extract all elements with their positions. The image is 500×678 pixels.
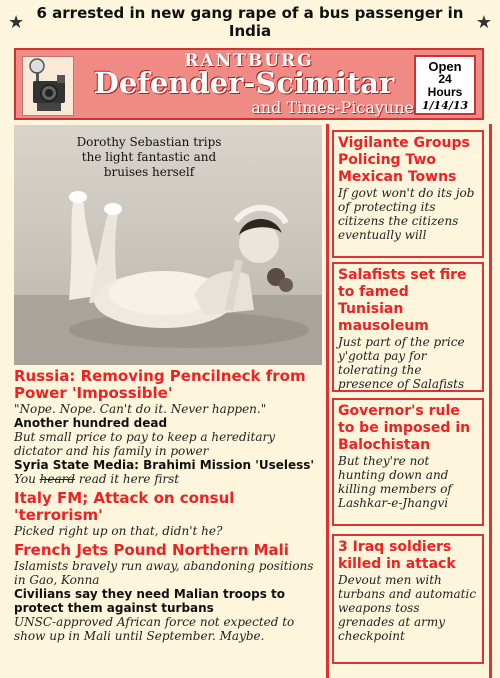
story-headline-link[interactable]: Civilians say they need Malian troops to protect them against turbans <box>14 587 286 615</box>
story-headline-link[interactable]: Salafists set fire to famed Tunisian mausoleum <box>338 267 467 334</box>
deck-text: read it here first <box>75 472 180 486</box>
story-deck: Picked right up on that, didn't he? <box>14 524 223 538</box>
story-deck: Just part of the price y'gotta pay for tolerating the presence of Salafists <box>338 335 465 391</box>
story-headline-link[interactable]: Governor's rule to be imposed in Balochistan <box>338 403 471 453</box>
star-icon: ★ <box>8 11 25 32</box>
left-column-stories <box>14 368 324 643</box>
hours-number: 24 <box>438 72 452 86</box>
story-headline-link[interactable]: Italy FM; Attack on consul 'terrorism' <box>14 489 235 524</box>
story-deck: "Nope. Nope. Can't do it. Never happen." <box>14 402 267 416</box>
star-icon: ★ <box>475 11 492 32</box>
story-deck: Devout men with turbans and automatic weapons toss grenades at army checkpoint <box>338 573 477 643</box>
story-deck: Islamists bravely run away, abandoning positions in Gao, Konna <box>14 559 314 587</box>
masthead[interactable] <box>14 48 484 120</box>
right-story-box[interactable] <box>332 398 484 526</box>
masthead-subtitle: and Times-Picayune <box>251 98 414 117</box>
story-headline-link[interactable]: 3 Iraq soldiers killed in attack <box>338 539 456 572</box>
story-headline-link[interactable]: French Jets Pound Northern Mali <box>14 541 289 559</box>
feature-photo[interactable] <box>14 125 322 365</box>
story-deck: But they're not hunting down and killing members of Lashkar-e-Jhangvi <box>338 454 452 510</box>
top-banner <box>0 0 500 44</box>
masthead-title: Defender-Scimitar <box>93 66 395 100</box>
open-label: Open <box>428 59 462 74</box>
masthead-title-small: RANTBURG <box>184 51 314 71</box>
right-story-box[interactable] <box>332 534 484 664</box>
story-headline-link[interactable]: Vigilante Groups Policing Two Mexican Towns <box>338 135 470 185</box>
story-deck <box>14 472 324 486</box>
story-headline-link[interactable]: Syria State Media: Brahimi Mission 'Useless' <box>14 458 315 472</box>
top-headline-link[interactable]: 6 arrested in new gang rape of a bus passenger in India <box>36 4 464 40</box>
photo-caption: Dorothy Sebastian trips the light fantastic and bruises herself <box>76 135 222 179</box>
right-story-box[interactable] <box>332 262 484 392</box>
story-deck: If govt won't do its job of protecting its citizens the citizens eventually will <box>338 186 475 242</box>
story-headline-link[interactable]: Another hundred dead <box>14 416 168 430</box>
right-story-box[interactable] <box>332 130 484 258</box>
issue-date: 1/14/13 <box>421 99 469 112</box>
struck-text: heard <box>39 472 76 486</box>
deck-text: You <box>14 472 40 486</box>
story-deck: But small price to pay to keep a hereditary dictator and his family in power <box>14 430 276 458</box>
story-headline-link[interactable]: Russia: Removing Pencilneck from Power 'Impossible' <box>14 367 306 402</box>
hours-label: Hours <box>427 85 463 99</box>
story-deck: UNSC-approved African force not expected to show up in Mali until September. Maybe. <box>14 615 295 643</box>
open-hours-badge <box>414 55 476 115</box>
